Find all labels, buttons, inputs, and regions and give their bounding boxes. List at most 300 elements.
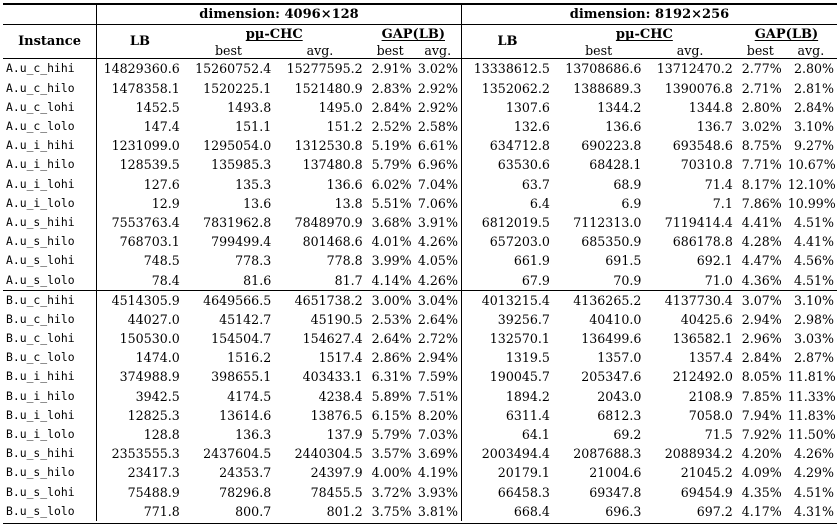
instance-cell: A.u_c_lohi: [3, 98, 97, 117]
chc-avg-right-cell: 7.1: [712, 195, 733, 211]
instance-cell: B.u_i_hihi: [3, 367, 97, 386]
chc-best-right-cell: 13708686.6: [553, 59, 644, 79]
table-row: [3, 270, 837, 290]
chc-avg-left-cell: 7848970.9: [294, 214, 363, 230]
gap-best-left-cell: 3.57%: [371, 446, 412, 462]
lb-right-cell: 4013215.4: [461, 290, 552, 310]
gap-avg-right-cell: 4.26%: [793, 446, 834, 462]
table-row: [3, 79, 837, 98]
dimension-left-header: dimension: 4096×128: [97, 4, 462, 25]
lb-left-cell: 1478358.1: [111, 80, 180, 96]
gap-best-left-cell: 6.31%: [371, 369, 412, 385]
lb-right-cell: 1894.2: [505, 388, 550, 404]
chc-best-left-cell: 45142.7: [219, 311, 272, 327]
chc-best-left-cell: 1520225.1: [203, 80, 272, 96]
lb-right-cell: 634712.8: [489, 138, 550, 154]
table-closing-rule: [3, 523, 837, 526]
instance-cell: A.u_i_hihi: [3, 136, 97, 155]
chc-best-right-cell: 69.2: [613, 427, 642, 443]
gap-avg-right-cell: 4.51%: [793, 214, 834, 230]
chc-best-left-cell: 799499.4: [211, 234, 272, 250]
lb-right-cell: 1319.5: [505, 350, 550, 366]
lb-right-cell: 63530.6: [497, 157, 550, 173]
gap-best-right-cell: 7.71%: [741, 157, 782, 173]
gap-best-right-cell: 8.05%: [741, 369, 782, 385]
gap-best-left-cell: 2.86%: [371, 350, 412, 366]
gap-best-left-cell: 5.79%: [371, 157, 412, 173]
chc-best-left-cell: 7831962.8: [203, 214, 272, 230]
gap-avg-header-left: avg.: [415, 44, 462, 59]
gap-avg-left-cell: 2.72%: [415, 329, 462, 348]
chc-avg-right-cell: 7119414.4: [664, 214, 733, 230]
gap-best-right-cell: 3.02%: [741, 119, 782, 135]
chc-avg-right-cell: 21045.2: [680, 465, 733, 481]
gap-best-left-cell: 2.52%: [371, 119, 412, 135]
lb-left-cell: 1474.0: [135, 350, 180, 366]
lb-right-cell: 66458.3: [497, 484, 550, 500]
gap-best-left-cell: 5.51%: [371, 195, 412, 211]
gap-best-left-cell: 2.91%: [366, 59, 415, 79]
chc-best-right-cell: 40410.0: [589, 311, 642, 327]
lb-left-cell: 44027.0: [127, 311, 180, 327]
gap-best-right-cell: 7.86%: [741, 195, 782, 211]
chc-avg-left-cell: 151.2: [326, 119, 363, 135]
gap-avg-right-cell: 12.10%: [787, 176, 836, 192]
table-row: [3, 406, 837, 425]
instance-cell: B.u_s_hilo: [3, 463, 97, 482]
table-row: [3, 348, 837, 367]
table-row: [3, 155, 837, 174]
gap-avg-left-cell: 2.64%: [415, 310, 462, 329]
lb-left-cell: 78.4: [151, 272, 180, 288]
table-row: [3, 98, 837, 117]
gap-best-right-cell: 4.09%: [741, 465, 782, 481]
gap-avg-right-cell: 11.83%: [787, 407, 836, 423]
gap-avg-right-cell: 2.98%: [793, 311, 834, 327]
gap-avg-left-cell: 2.94%: [415, 348, 462, 367]
gap-best-right-cell: 2.84%: [741, 350, 782, 366]
chc-best-header-right: best: [585, 44, 613, 59]
lb-left-cell: 771.8: [143, 503, 180, 519]
lb-left-cell: 127.6: [143, 176, 180, 192]
gap-best-right-cell: 4.17%: [741, 503, 782, 519]
instance-cell: A.u_s_hilo: [3, 232, 97, 251]
lb-right-cell: 2003494.4: [481, 446, 550, 462]
gap-best-left-cell: 5.19%: [371, 138, 412, 154]
chc-header-right: pμ-CHC: [553, 25, 736, 45]
gap-best-right-cell: 4.47%: [741, 253, 782, 269]
chc-best-right-cell: 70.9: [613, 272, 642, 288]
chc-best-left-cell: 24353.7: [219, 465, 272, 481]
results-table: [3, 3, 837, 521]
chc-best-left-cell: 13614.6: [219, 407, 272, 423]
chc-avg-left-cell: 45190.5: [310, 311, 363, 327]
gap-header-right: GAP(LB): [736, 25, 837, 45]
table-row: [3, 136, 837, 155]
dimension-right-header: dimension: 8192×256: [461, 4, 837, 25]
lb-left-cell: 768703.1: [119, 234, 180, 250]
chc-avg-left-cell: 1495.0: [318, 99, 363, 115]
chc-avg-right-cell: 13712470.2: [644, 59, 735, 79]
gap-avg-left-cell: 4.05%: [415, 251, 462, 270]
gap-header-left: GAP(LB): [366, 25, 462, 45]
table-row: [3, 213, 837, 232]
table-row: [3, 251, 837, 270]
chc-best-left-cell: 15260752.4: [183, 59, 274, 79]
gap-avg-right-cell: 11.81%: [787, 369, 836, 385]
instance-cell: A.u_c_hihi: [3, 59, 97, 79]
gap-avg-left-cell: 6.96%: [415, 155, 462, 174]
chc-avg-right-cell: 693548.6: [672, 138, 733, 154]
chc-best-left-cell: 1493.8: [227, 99, 272, 115]
gap-best-header-right: best: [746, 44, 774, 59]
instance-cell: A.u_i_lohi: [3, 175, 97, 194]
gap-best-left-cell: 3.72%: [371, 484, 412, 500]
chc-avg-right-cell: 71.0: [704, 272, 733, 288]
gap-avg-left-cell: 3.04%: [415, 290, 462, 310]
chc-best-right-cell: 68.9: [613, 176, 642, 192]
chc-avg-right-cell: 2108.9: [688, 388, 733, 404]
chc-best-right-cell: 1357.0: [597, 350, 642, 366]
gap-avg-left-cell: 6.61%: [415, 136, 462, 155]
lb-right-cell: 1307.6: [505, 99, 550, 115]
gap-best-right-cell: 8.75%: [741, 138, 782, 154]
lb-header-left: LB: [97, 25, 183, 59]
lb-left-cell: 23417.3: [127, 465, 180, 481]
gap-avg-right-cell: 4.51%: [793, 484, 834, 500]
lb-header-right: LB: [461, 25, 552, 59]
gap-avg-left-cell: 8.20%: [415, 406, 462, 425]
lb-left-cell: 748.5: [143, 253, 180, 269]
chc-best-left-cell: 13.6: [243, 195, 272, 211]
gap-avg-left-cell: 7.51%: [415, 387, 462, 406]
table-row: [3, 329, 837, 348]
lb-left-cell: 150530.0: [119, 331, 180, 347]
chc-best-right-cell: 2043.0: [597, 388, 642, 404]
chc-avg-header-right: avg.: [676, 44, 704, 59]
gap-best-right-cell: 4.28%: [741, 234, 782, 250]
chc-best-right-cell: 68428.1: [589, 157, 642, 173]
chc-best-right-cell: 21004.6: [589, 465, 642, 481]
chc-avg-right-cell: 1344.8: [688, 99, 733, 115]
chc-avg-left-cell: 1312530.8: [294, 138, 363, 154]
chc-avg-left-cell: 13876.5: [310, 407, 363, 423]
instance-cell: B.u_i_lolo: [3, 425, 97, 444]
gap-avg-left-cell: 3.02%: [415, 59, 462, 79]
chc-avg-left-cell: 1521480.9: [294, 80, 363, 96]
lb-right-cell: 661.9: [513, 253, 550, 269]
lb-left-cell: 12.9: [151, 195, 180, 211]
instance-cell: A.u_s_lohi: [3, 251, 97, 270]
chc-avg-left-cell: 15277595.2: [274, 59, 365, 79]
lb-left-cell: 1452.5: [135, 99, 180, 115]
gap-avg-right-cell: 4.29%: [793, 465, 834, 481]
lb-right-cell: 657203.0: [489, 234, 550, 250]
instance-cell: B.u_c_lohi: [3, 329, 97, 348]
chc-best-left-cell: 398655.1: [211, 369, 272, 385]
table-row: [3, 387, 837, 406]
chc-best-right-cell: 696.3: [605, 503, 642, 519]
chc-header-left: pμ-CHC: [183, 25, 366, 45]
lb-right-cell: 6812019.5: [481, 214, 550, 230]
lb-left-cell: 2353555.3: [111, 446, 180, 462]
instance-cell: A.u_c_hilo: [3, 79, 97, 98]
instance-cell: A.u_c_lolo: [3, 117, 97, 136]
chc-best-right-cell: 136.6: [605, 119, 642, 135]
gap-avg-right-cell: 9.27%: [793, 138, 834, 154]
gap-best-right-cell: 4.36%: [741, 272, 782, 288]
instance-cell: A.u_i_lolo: [3, 194, 97, 213]
gap-avg-left-cell: 4.26%: [415, 232, 462, 251]
chc-best-left-cell: 800.7: [235, 503, 272, 519]
chc-best-right-cell: 685350.9: [581, 234, 642, 250]
lb-right-cell: 63.7: [521, 176, 550, 192]
chc-avg-right-cell: 71.4: [704, 176, 733, 192]
gap-avg-left-cell: 7.59%: [415, 367, 462, 386]
instance-cell: B.u_i_lohi: [3, 406, 97, 425]
lb-right-cell: 132.6: [513, 119, 550, 135]
chc-best-left-cell: 135.3: [235, 176, 272, 192]
chc-avg-right-cell: 40425.6: [680, 311, 733, 327]
gap-best-right-cell: 3.07%: [736, 290, 785, 310]
lb-right-cell: 132570.1: [489, 331, 550, 347]
lb-right-cell: 1352062.2: [481, 80, 550, 96]
instance-cell: B.u_s_lohi: [3, 483, 97, 502]
chc-avg-right-cell: 70310.8: [680, 157, 733, 173]
lb-left-cell: 147.4: [143, 119, 180, 135]
gap-avg-right-cell: 2.81%: [793, 80, 834, 96]
chc-best-right-cell: 690223.8: [581, 138, 642, 154]
chc-avg-right-cell: 212492.0: [672, 369, 733, 385]
gap-avg-right-cell: 3.03%: [793, 331, 834, 347]
chc-avg-right-cell: 136582.1: [672, 331, 733, 347]
chc-best-right-cell: 136499.6: [581, 331, 642, 347]
chc-best-left-cell: 154504.7: [211, 331, 272, 347]
results-table-container: [3, 3, 837, 526]
gap-best-left-cell: 4.14%: [371, 272, 412, 288]
chc-avg-left-cell: 137.9: [326, 427, 363, 443]
gap-best-right-cell: 2.80%: [741, 99, 782, 115]
lb-left-cell: 374988.9: [119, 369, 180, 385]
lb-right-cell: 13338612.5: [461, 59, 552, 79]
gap-best-left-cell: 2.83%: [371, 80, 412, 96]
lb-right-cell: 6311.4: [505, 407, 550, 423]
instance-cell: B.u_s_hihi: [3, 444, 97, 463]
gap-best-left-cell: 4.01%: [371, 234, 412, 250]
chc-avg-left-cell: 154627.4: [302, 331, 363, 347]
chc-avg-header-left: avg.: [306, 44, 334, 59]
instance-cell: B.u_c_lolo: [3, 348, 97, 367]
gap-avg-left-cell: 3.93%: [415, 483, 462, 502]
gap-avg-left-cell: 7.04%: [415, 175, 462, 194]
chc-avg-right-cell: 69454.9: [680, 484, 733, 500]
gap-avg-left-cell: 4.26%: [415, 270, 462, 290]
chc-avg-right-cell: 692.1: [696, 253, 733, 269]
chc-avg-right-cell: 1357.4: [688, 350, 733, 366]
chc-avg-right-cell: 686178.8: [672, 234, 733, 250]
table-row: [3, 232, 837, 251]
lb-left-cell: 75488.9: [127, 484, 180, 500]
instance-cell: B.u_c_hilo: [3, 310, 97, 329]
lb-right-cell: 64.1: [521, 427, 550, 443]
chc-best-left-cell: 778.3: [235, 253, 272, 269]
gap-best-right-cell: 2.94%: [741, 311, 782, 327]
chc-avg-left-cell: 1517.4: [318, 350, 363, 366]
gap-best-left-cell: 5.89%: [371, 388, 412, 404]
chc-avg-left-cell: 778.8: [326, 253, 363, 269]
chc-best-left-cell: 135985.3: [211, 157, 272, 173]
instance-cell: B.u_i_hilo: [3, 387, 97, 406]
chc-best-left-cell: 1516.2: [227, 350, 272, 366]
gap-avg-left-cell: 2.92%: [415, 79, 462, 98]
chc-best-right-cell: 7112313.0: [573, 214, 642, 230]
chc-avg-right-cell: 4137730.4: [644, 290, 735, 310]
gap-best-right-cell: 7.85%: [741, 388, 782, 404]
table-row: [3, 175, 837, 194]
gap-best-right-cell: 4.35%: [741, 484, 782, 500]
table-row: [3, 117, 837, 136]
gap-best-left-cell: 3.68%: [371, 214, 412, 230]
chc-best-left-cell: 151.1: [235, 119, 272, 135]
gap-best-left-cell: 5.79%: [371, 427, 412, 443]
instance-cell: A.u_i_hilo: [3, 155, 97, 174]
gap-best-left-cell: 3.99%: [371, 253, 412, 269]
gap-avg-right-cell: 4.41%: [793, 234, 834, 250]
gap-avg-left-cell: 2.92%: [415, 98, 462, 117]
chc-avg-left-cell: 81.7: [334, 272, 363, 288]
gap-best-right-cell: 7.94%: [741, 407, 782, 423]
gap-avg-right-cell: 4.51%: [793, 272, 834, 288]
chc-best-right-cell: 4136265.2: [553, 290, 644, 310]
chc-avg-left-cell: 801468.6: [302, 234, 363, 250]
chc-avg-left-cell: 4651738.2: [274, 290, 365, 310]
table-row: [3, 502, 837, 521]
chc-best-right-cell: 6.9: [621, 195, 642, 211]
gap-best-right-cell: 2.77%: [736, 59, 785, 79]
lb-left-cell: 7553763.4: [111, 214, 180, 230]
gap-best-left-cell: 2.53%: [371, 311, 412, 327]
header-blank-cell: [3, 4, 97, 25]
lb-left-cell: 128539.5: [119, 157, 180, 173]
gap-best-left-cell: 6.15%: [371, 407, 412, 423]
gap-avg-left-cell: 2.58%: [415, 117, 462, 136]
chc-best-left-cell: 2437604.5: [203, 446, 272, 462]
gap-avg-right-cell: 11.50%: [787, 427, 836, 443]
lb-right-cell: 190045.7: [489, 369, 550, 385]
table-row: [3, 290, 837, 310]
table-row: [3, 444, 837, 463]
lb-right-cell: 39256.7: [497, 311, 550, 327]
chc-avg-right-cell: 1390076.8: [664, 80, 733, 96]
table-body: [3, 59, 837, 521]
table-row: [3, 463, 837, 482]
table-row: [3, 425, 837, 444]
gap-avg-left-cell: 7.06%: [415, 194, 462, 213]
instance-cell: B.u_s_lolo: [3, 502, 97, 521]
chc-best-right-cell: 205347.6: [581, 369, 642, 385]
lb-left-cell: 128.8: [143, 427, 180, 443]
gap-avg-left-cell: 7.03%: [415, 425, 462, 444]
chc-avg-left-cell: 2440304.5: [294, 446, 363, 462]
gap-best-header-left: best: [376, 44, 404, 59]
chc-best-right-cell: 1344.2: [597, 99, 642, 115]
gap-best-right-cell: 8.17%: [741, 176, 782, 192]
table-row: [3, 483, 837, 502]
gap-avg-left-cell: 3.91%: [415, 213, 462, 232]
gap-avg-left-cell: 3.81%: [415, 502, 462, 521]
gap-avg-left-cell: 4.19%: [415, 463, 462, 482]
chc-best-right-cell: 69347.8: [589, 484, 642, 500]
gap-best-right-cell: 7.92%: [741, 427, 782, 443]
table-row: [3, 59, 837, 79]
table-row: [3, 367, 837, 386]
chc-avg-left-cell: 801.2: [326, 503, 363, 519]
gap-avg-right-cell: 10.99%: [787, 195, 836, 211]
chc-avg-right-cell: 71.5: [704, 427, 733, 443]
gap-avg-right-cell: 4.56%: [793, 253, 834, 269]
gap-avg-right-cell: 4.31%: [793, 503, 834, 519]
lb-left-cell: 14829360.6: [97, 59, 183, 79]
table-header: [3, 4, 837, 59]
lb-left-cell: 4514305.9: [97, 290, 183, 310]
gap-best-left-cell: 3.75%: [371, 503, 412, 519]
gap-avg-right-cell: 10.67%: [787, 157, 836, 173]
gap-best-left-cell: 2.64%: [371, 331, 412, 347]
chc-best-left-cell: 78296.8: [219, 484, 272, 500]
chc-avg-right-cell: 136.7: [696, 119, 733, 135]
gap-avg-right-cell: 2.84%: [793, 99, 834, 115]
chc-best-right-cell: 691.5: [605, 253, 642, 269]
lb-left-cell: 1231099.0: [111, 138, 180, 154]
gap-best-left-cell: 6.02%: [371, 176, 412, 192]
gap-avg-right-cell: 3.10%: [785, 290, 837, 310]
gap-best-right-cell: 4.20%: [741, 446, 782, 462]
lb-left-cell: 12825.3: [127, 407, 180, 423]
header-row-dimensions: [3, 4, 837, 25]
chc-avg-left-cell: 403433.1: [302, 369, 363, 385]
chc-best-header-left: best: [214, 44, 242, 59]
gap-avg-right-cell: 11.33%: [787, 388, 836, 404]
gap-best-right-cell: 4.41%: [741, 214, 782, 230]
chc-best-right-cell: 6812.3: [597, 407, 642, 423]
chc-avg-left-cell: 13.8: [334, 195, 363, 211]
chc-best-left-cell: 136.3: [235, 427, 272, 443]
gap-best-right-cell: 2.96%: [741, 331, 782, 347]
gap-best-right-cell: 2.71%: [741, 80, 782, 96]
chc-best-left-cell: 4649566.5: [183, 290, 274, 310]
chc-avg-right-cell: 2088934.2: [664, 446, 733, 462]
chc-avg-left-cell: 24397.9: [310, 465, 363, 481]
lb-right-cell: 20179.1: [497, 465, 550, 481]
chc-best-right-cell: 2087688.3: [573, 446, 642, 462]
chc-avg-right-cell: 7058.0: [688, 407, 733, 423]
chc-avg-right-cell: 697.2: [696, 503, 733, 519]
gap-avg-right-cell: 3.10%: [793, 119, 834, 135]
gap-best-left-cell: 3.00%: [366, 290, 415, 310]
gap-best-left-cell: 4.00%: [371, 465, 412, 481]
gap-avg-left-cell: 3.69%: [415, 444, 462, 463]
chc-best-left-cell: 1295054.0: [203, 138, 272, 154]
chc-best-right-cell: 1388689.3: [573, 80, 642, 96]
gap-best-left-cell: 2.84%: [371, 99, 412, 115]
instance-cell: B.u_c_hihi: [3, 290, 97, 310]
gap-avg-right-cell: 2.87%: [793, 350, 834, 366]
chc-avg-left-cell: 137480.8: [302, 157, 363, 173]
chc-avg-left-cell: 136.6: [326, 176, 363, 192]
table-row: [3, 194, 837, 213]
table-row: [3, 310, 837, 329]
lb-left-cell: 3942.5: [135, 388, 180, 404]
